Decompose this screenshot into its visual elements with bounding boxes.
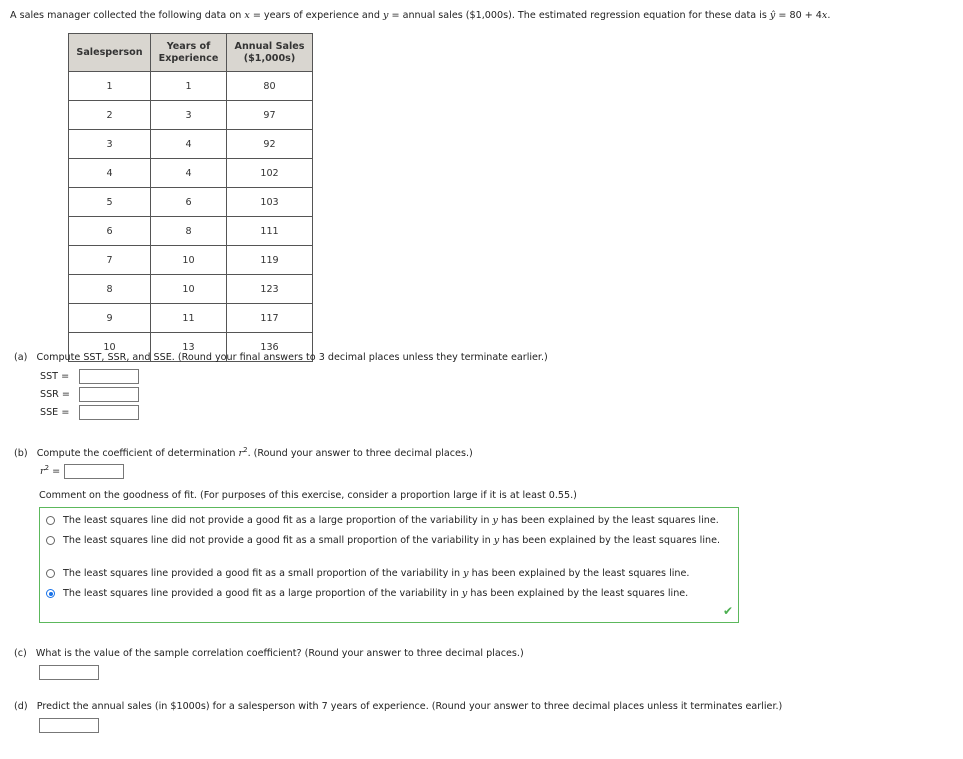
cell-salesperson: 10 — [69, 333, 151, 362]
var-y: y — [463, 568, 469, 579]
cell-sales: 92 — [227, 130, 313, 159]
sst-label-text: SST — [40, 371, 59, 382]
option-text: has been explained by the least squares line. — [499, 535, 721, 546]
radio-button[interactable] — [46, 569, 55, 578]
cell-sales: 111 — [227, 217, 313, 246]
part-b-tag: (b) — [14, 448, 28, 460]
ssr-label — [40, 389, 70, 400]
part-c-text: What is the value of the sample correlation coefficient? (Round your answer to three decimal places.) — [35, 648, 524, 659]
var-y: y — [493, 535, 500, 546]
equals-sign: = — [52, 466, 61, 478]
choice-option-3[interactable] — [46, 567, 689, 580]
cell-salesperson: 8 — [69, 275, 151, 304]
col-header-years-label: Years of Experience — [158, 40, 219, 64]
part-c-question — [14, 648, 524, 659]
intro-text: A sales manager collected the following data on — [10, 10, 245, 21]
cell-salesperson: 5 — [69, 188, 151, 217]
var-y: y — [461, 588, 468, 599]
intro-text: = years of experience and — [249, 10, 384, 21]
cell-salesperson: 1 — [69, 72, 151, 101]
var-r: r — [40, 466, 45, 478]
equals-sign: = — [61, 389, 70, 400]
cell-years: 11 — [151, 304, 227, 333]
var-yhat: ŷ — [769, 10, 776, 21]
cell-years: 1 — [151, 72, 227, 101]
option-text: The least squares line provided a good fit as a small proportion of the variability in — [63, 568, 464, 579]
part-b-text: . (Round your answer to three decimal places.) — [247, 448, 473, 460]
part-d-text: Predict the annual sales (in $1000s) for a salesperson with 7 years of experience. (Round your answer to three decimal places unless it terminates earlier.) — [36, 701, 783, 712]
correlation-input[interactable] — [39, 665, 99, 680]
data-table — [68, 33, 313, 362]
part-d-tag: (d) — [14, 701, 28, 712]
check-icon: ✔ — [722, 604, 733, 618]
radio-button-selected[interactable] — [46, 589, 55, 598]
equals-sign: = — [61, 407, 70, 418]
problem-intro — [10, 10, 830, 21]
col-header-sales-label: Annual Sales ($1,000s) — [234, 40, 305, 64]
part-a-text: Compute SST, SSR, and SSE. (Round your final answers to 3 decimal places unless they terminate earlier.) — [36, 352, 548, 363]
cell-salesperson: 2 — [69, 101, 151, 130]
col-header-salesperson: Salesperson — [69, 34, 151, 72]
prediction-input[interactable] — [39, 718, 99, 733]
r2-label — [40, 464, 60, 477]
col-header-sales — [227, 34, 313, 72]
var-y: y — [383, 10, 389, 21]
goodness-of-fit-prompt: Comment on the goodness of fit. (For purposes of this exercise, consider a proportion large if it is at least 0.55.) — [39, 490, 577, 501]
part-d-question — [14, 701, 782, 712]
intro-text: = annual sales ($1,000s). The estimated regression equation for these data is — [388, 10, 770, 21]
table-row — [69, 275, 313, 304]
cell-sales: 123 — [227, 275, 313, 304]
cell-sales: 102 — [227, 159, 313, 188]
part-b-question — [14, 446, 473, 459]
ssr-label-text: SSR — [40, 389, 59, 400]
choice-option-3-label — [63, 567, 689, 580]
var-x: x — [821, 10, 828, 21]
cell-years: 13 — [151, 333, 227, 362]
cell-sales: 103 — [227, 188, 313, 217]
option-text: has been explained by the least squares line. — [467, 588, 689, 599]
option-text: The least squares line did not provide a good fit as a large proportion of the variability in — [63, 515, 493, 526]
part-b-text: Compute the coefficient of determination — [36, 448, 239, 460]
cell-salesperson: 9 — [69, 304, 151, 333]
cell-salesperson: 4 — [69, 159, 151, 188]
table-row — [69, 72, 313, 101]
radio-button[interactable] — [46, 536, 55, 545]
sse-label — [40, 407, 69, 418]
cell-years: 8 — [151, 217, 227, 246]
part-a-question — [14, 352, 548, 363]
cell-years: 10 — [151, 246, 227, 275]
equals-sign: = — [61, 371, 70, 382]
choice-option-1-label — [63, 514, 719, 527]
option-text: The least squares line did not provide a good fit as a small proportion of the variability in — [63, 535, 494, 546]
table-row — [69, 246, 313, 275]
table-row — [69, 188, 313, 217]
cell-years: 4 — [151, 130, 227, 159]
choice-option-1[interactable] — [46, 514, 719, 527]
sse-input[interactable] — [79, 405, 139, 420]
option-text: has been explained by the least squares line. — [497, 515, 719, 526]
table-body — [69, 72, 313, 362]
option-text: has been explained by the least squares line. — [468, 568, 690, 579]
cell-sales: 136 — [227, 333, 313, 362]
superscript: 2 — [243, 446, 248, 454]
choice-option-2[interactable] — [46, 534, 726, 547]
sst-label — [40, 371, 69, 382]
sst-input[interactable] — [79, 369, 139, 384]
cell-years: 3 — [151, 101, 227, 130]
table-row — [69, 130, 313, 159]
sse-label-text: SSE — [40, 407, 59, 418]
table-header-row — [69, 34, 313, 72]
var-x: x — [244, 10, 250, 21]
part-c-tag: (c) — [14, 648, 27, 659]
intro-text: = 80 + 4 — [775, 10, 822, 21]
table-row — [69, 217, 313, 246]
option-text: The least squares line provided a good fit as a large proportion of the variability in — [63, 588, 462, 599]
goodness-of-fit-choices — [39, 507, 739, 623]
cell-sales: 80 — [227, 72, 313, 101]
var-y: y — [492, 515, 498, 526]
cell-years: 6 — [151, 188, 227, 217]
cell-salesperson: 3 — [69, 130, 151, 159]
intro-text: . — [827, 10, 831, 21]
cell-years: 10 — [151, 275, 227, 304]
table-row — [69, 101, 313, 130]
cell-sales: 97 — [227, 101, 313, 130]
part-a-tag: (a) — [14, 352, 28, 363]
var-r: r — [238, 448, 244, 460]
choice-option-2-label — [63, 534, 720, 547]
choice-option-4[interactable] — [46, 587, 688, 600]
ssr-input[interactable] — [79, 387, 139, 402]
col-header-years — [151, 34, 227, 72]
superscript: 2 — [44, 464, 50, 472]
radio-button[interactable] — [46, 516, 55, 525]
cell-salesperson: 7 — [69, 246, 151, 275]
cell-salesperson: 6 — [69, 217, 151, 246]
cell-sales: 117 — [227, 304, 313, 333]
table-row — [69, 304, 313, 333]
r2-input[interactable] — [64, 464, 124, 479]
cell-sales: 119 — [227, 246, 313, 275]
cell-years: 4 — [151, 159, 227, 188]
table-row — [69, 159, 313, 188]
choice-option-4-label — [63, 587, 688, 600]
